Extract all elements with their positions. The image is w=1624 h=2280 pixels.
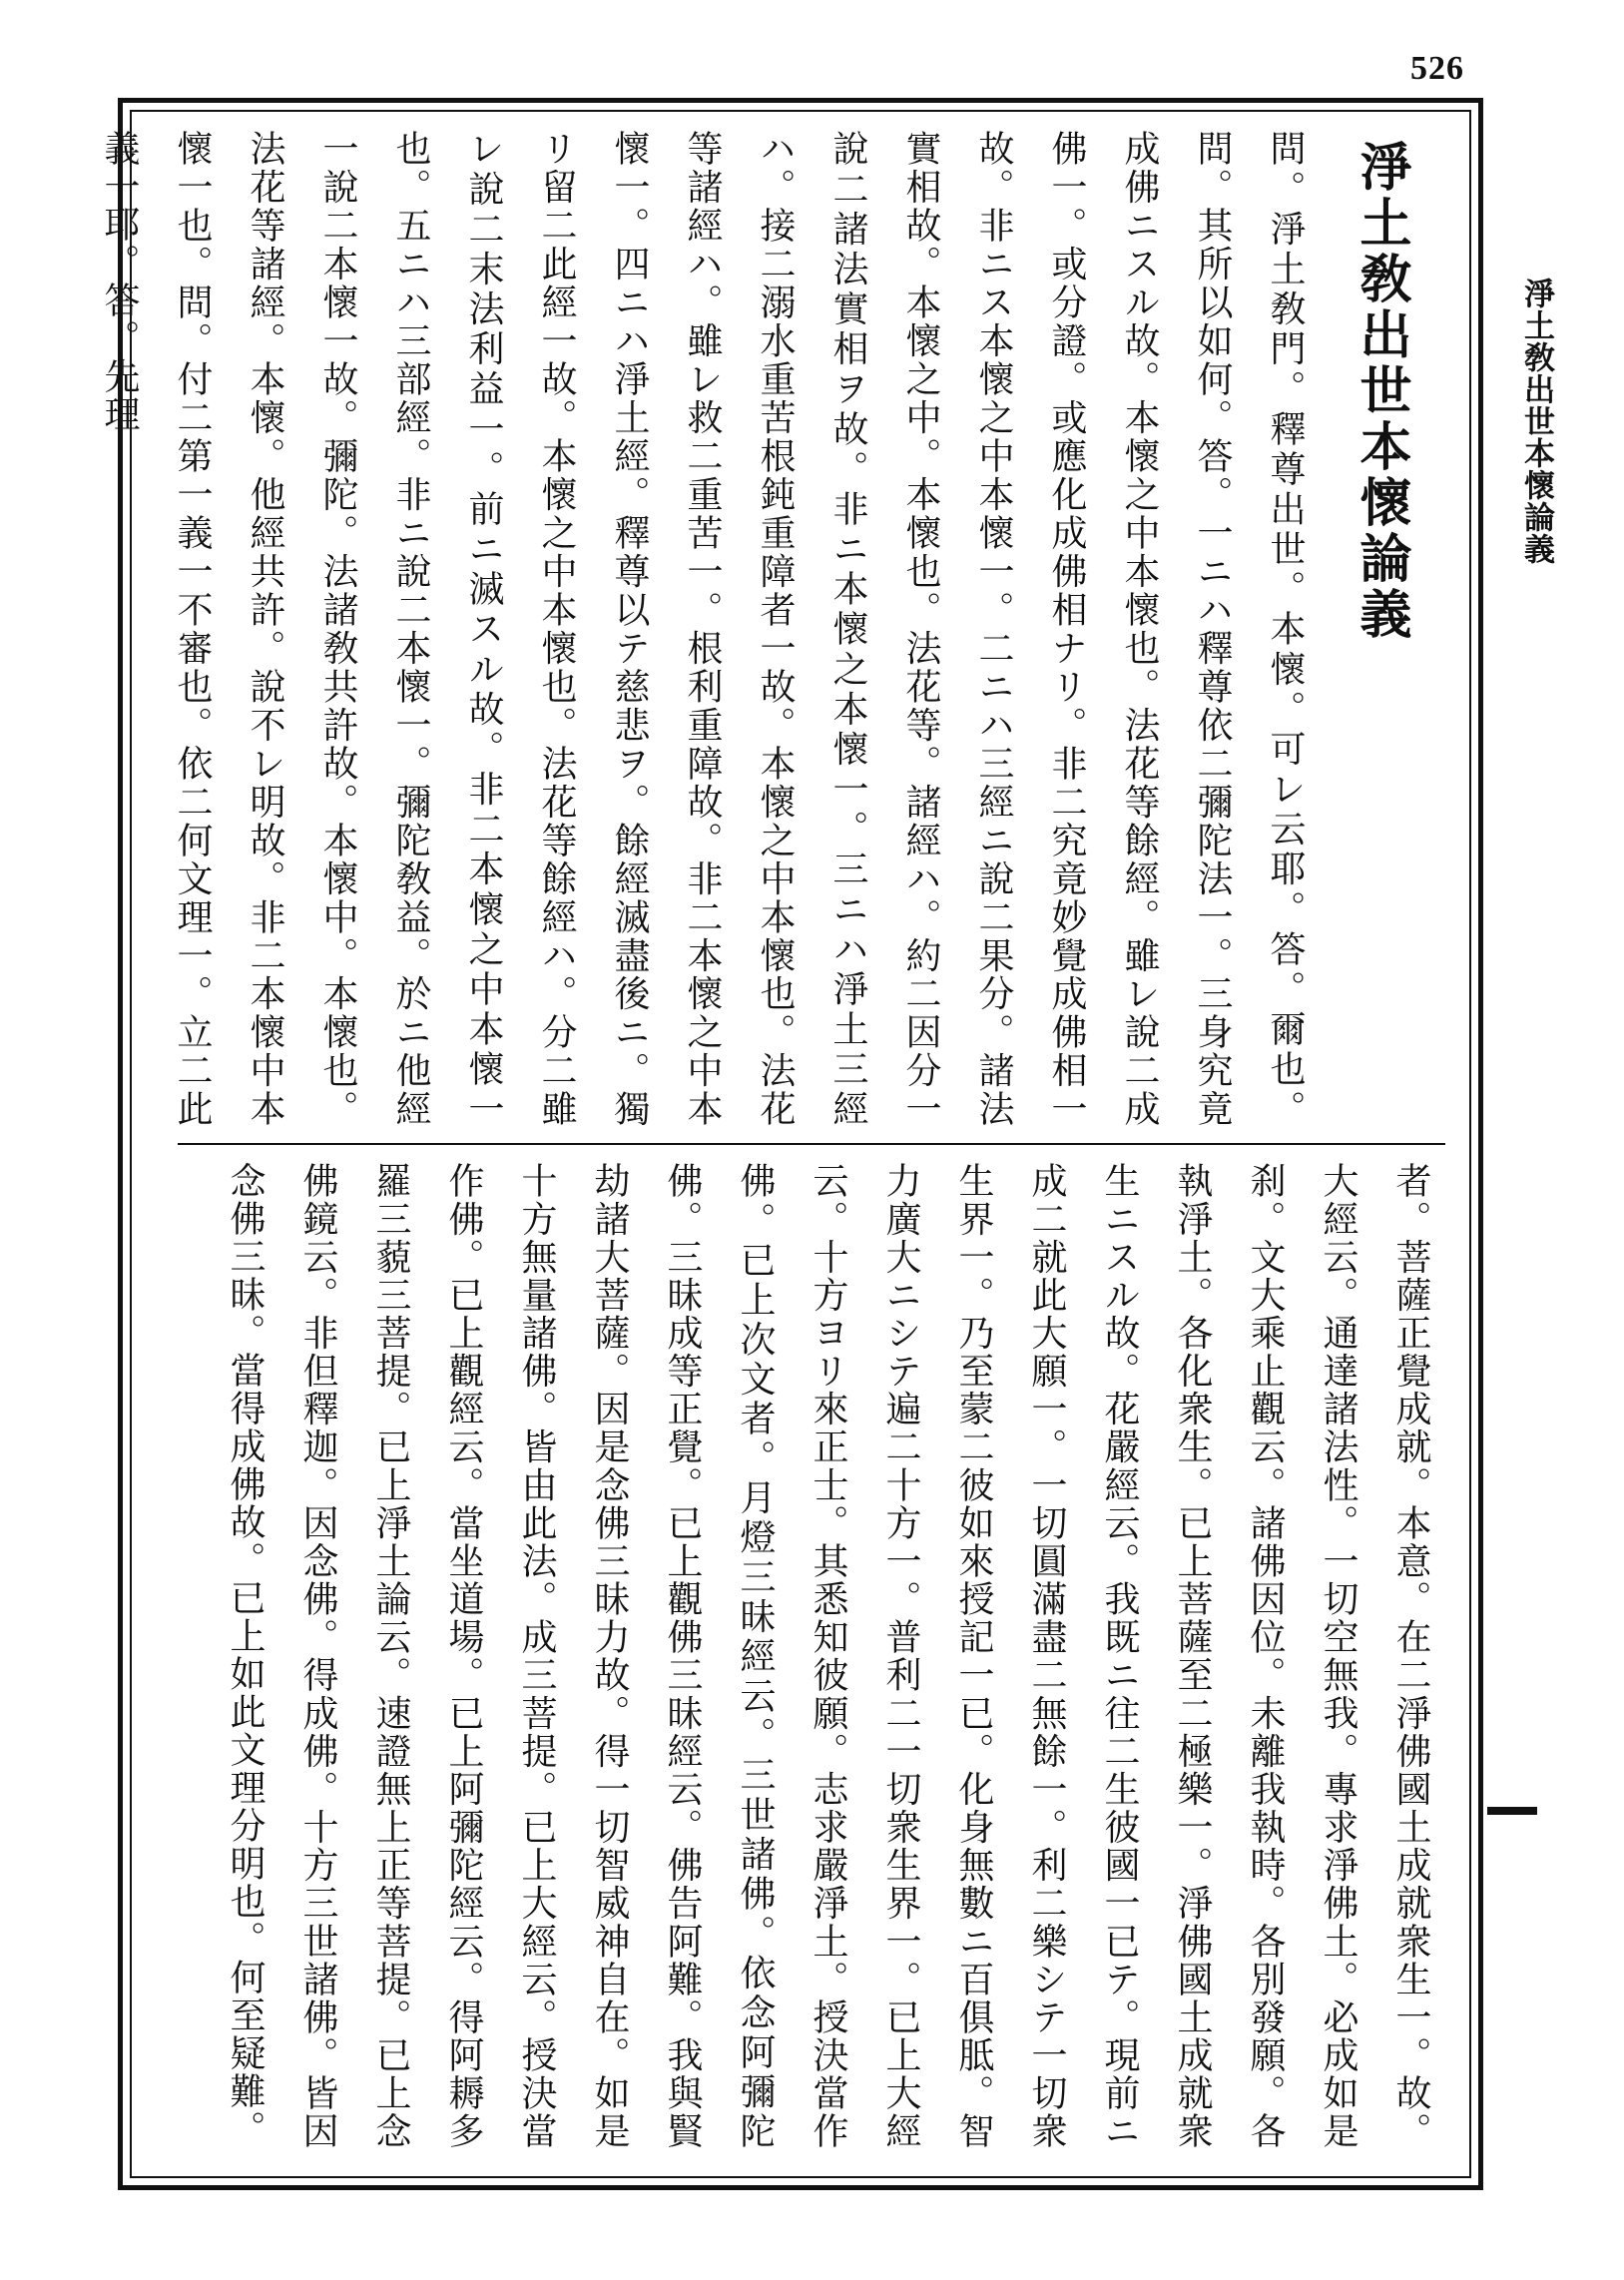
lower-body-text: 者。菩薩正覺成就。本意。在二淨佛國土成就衆生一。故。大經云。通達諸法性。一切空無我。專求淨佛土。必成如是刹。文大乘止觀云。諸佛因位。未離我執時。各別發願。各執淨土。各化衆生。已上菩薩至二極樂一。淨佛國土成就衆生ニスル故。花嚴經云。我既ニ往二生彼國一已テ。現前ニ成二就此大願一。一切圓滿盡二無餘一。利二樂シテ一切衆生界一。乃至蒙二彼如來授記一已。化身無數ニ百俱胝。智力廣大ニシテ遍二十方一。普利二一切衆生界一。已上大經云。十方ヨリ來正士。其悉知彼願。志求嚴淨土。授決當作佛。已上次文者。月燈三昧經云。三世諸佛。依念阿彌陀佛。三昧成等正覺。已上觀佛三昧經云。佛告阿難。我與賢劫諸大菩薩。因是念佛三昧力故。得一切智威神自在。如是十方無量諸佛。皆由此法。成三菩提。已上大經云。授決當作佛。已上觀經云。當坐道場。已上阿彌陀經云。得阿耨多羅三藐三菩提。已上淨土論云。速證無上正等菩提。已上念佛鏡云。非但釋迦。因念佛。得成佛。十方三世諸佛。皆因念佛三昧。當得成佛故。已上如此文理分明也。何至疑難。 [225, 1162, 1431, 2150]
upper-body-text: 問。淨土敎門。釋尊出世。本懷。可レ云耶。答。爾也。問。其所以如何。答。一ニハ釋尊依二彌陀法一。三身究竟成佛ニスル故。本懷之中本懷也。法花等餘經。雖レ說二成佛一。或分證。或應化成佛相ナリ。非二究竟妙覺成佛相一故。非ニス本懷之中本懷一。二ニハ三經ニ說二果分。諸法實相故。本懷之中。本懷也。法花等。諸經ハ。約二因分一說二諸法實相ヲ故。非ニ本懷之本懷一。三ニハ淨土三經ハ。接二溺水重苦根鈍重障者一故。本懷之中本懷也。法花等諸經ハ。雖レ救二重苦一。根利重障故。非二本懷之中本懷一。四ニハ淨土經。釋尊以テ慈悲ヲ。餘經滅盡後ニ。獨リ留二此經一故。本懷之中本懷也。法花等餘經ハ。分二雖レ說二末法利益一。前ニ滅スル故。非二本懷之中本懷一也。五ニハ三部經。非ニ說二本懷一。彌陀敎益。於ニ他經一說二本懷一故。彌陀。法諸敎共許故。本懷中。本懷也。法花等諸經。本懷。他經共許。說不レ明故。非二本懷中本懷一也。問。付二第一義一不審也。依二何文理一。立二此義一耶。答。先理 [99, 130, 1306, 1129]
margin-mark [1487, 1807, 1537, 1815]
running-title: 淨土敎出世本懷論義 [1518, 278, 1554, 565]
article-title: 淨土敎出世本懷論義 [1351, 140, 1411, 643]
upper-text-block [99, 130, 1417, 1129]
page-number: 526 [1410, 50, 1464, 87]
section-divider [178, 1143, 1445, 1145]
lower-text-block [150, 1162, 1447, 2150]
